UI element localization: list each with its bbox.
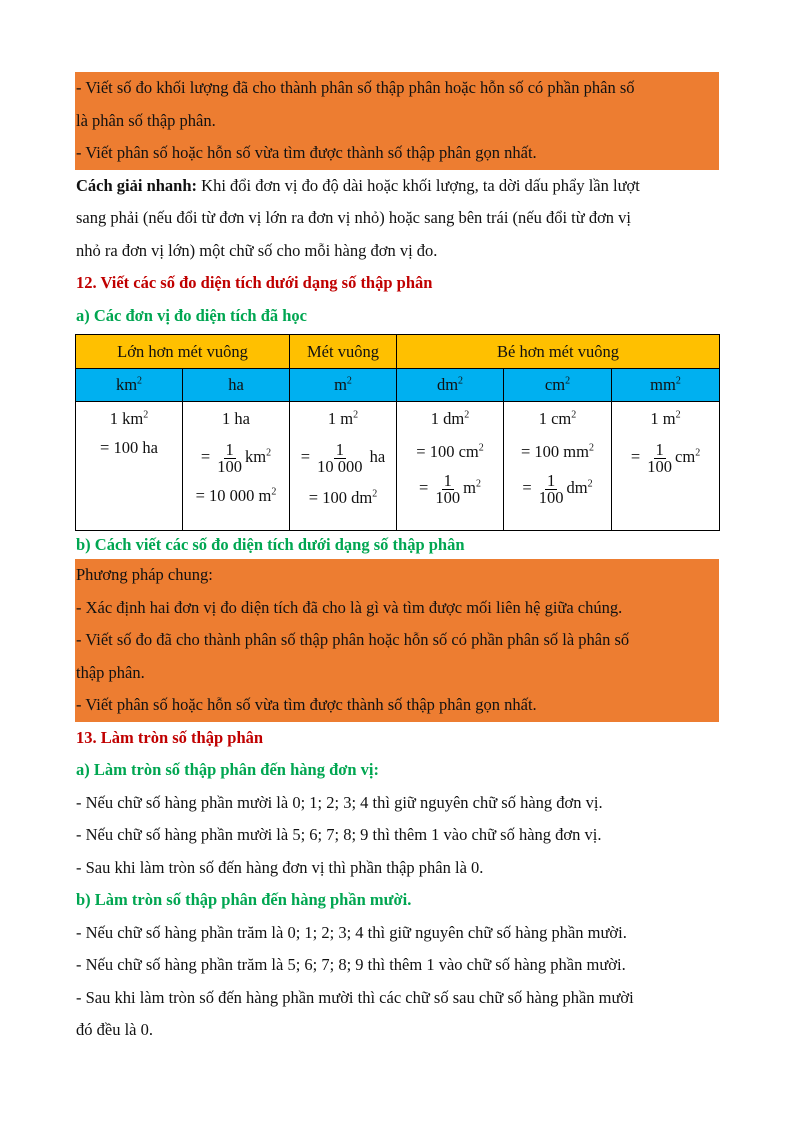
table-conversion-row: [76, 402, 720, 531]
unit-ha: ha: [183, 369, 290, 402]
rule-line: - Nếu chữ số hàng phần trăm là 0; 1; 2; 3; 4 thì giữ nguyên chữ số hàng phần mười.: [76, 922, 627, 942]
section-12-title: 12. Viết các số đo diện tích dưới dạng số thập phân: [76, 273, 433, 292]
conv-cm2: 1 $cm^2$ = 100 $mm^2$ = $\frac{1}{100}$ $dm^2$: [504, 402, 612, 531]
group-smaller: Bé hơn mét vuông: [397, 335, 720, 369]
conv-dm2: 1 $dm^2$ = 100 $cm^2$ = $\frac{1}{100}$ $m^2$: [397, 402, 504, 531]
quick-solution-label: Cách giải nhanh:: [76, 175, 198, 195]
method-line: là phân số thập phân.: [76, 110, 216, 130]
fraction: $\frac{1}{100}$: [538, 470, 564, 507]
rule-line: - Nếu chữ số hàng phần mười là 0; 1; 2; 3; 4 thì giữ nguyên chữ số hàng đơn vị.: [76, 792, 603, 812]
rule-line: đó đều là 0.: [76, 1020, 153, 1039]
rule-line: - Nếu chữ số hàng phần trăm là 5; 6; 7; 8; 9 thì thêm 1 vào chữ số hàng phần mười.: [76, 955, 626, 974]
method-line: thập phân.: [76, 662, 145, 682]
method-box-mass: [75, 72, 719, 170]
method-line: - Viết số đo đã cho thành phân số thập phân hoặc hỗn số có phần phân số là phân số: [76, 630, 630, 649]
method-line: - Viết phân số hoặc hỗn số vừa tìm được thành số thập phân gọn nhất.: [76, 695, 537, 714]
fraction: $\frac{1}{100}$: [647, 439, 673, 476]
area-units-table: [75, 334, 720, 531]
conv-km2: 1 $km^2$ = 100 ha: [76, 402, 183, 531]
fraction: $\frac{1}{100}$: [217, 439, 243, 476]
document-page: [75, 72, 719, 1047]
section-13-title: 13. Làm tròn số thập phân: [76, 727, 264, 747]
fraction: $\frac{1}{10 000}$: [317, 439, 363, 476]
conv-mm2: 1 $m^2$ = $\frac{1}{100}$ $cm^2$: [612, 402, 720, 531]
unit-km2: $km^2$: [76, 369, 183, 402]
quick-solution-line: nhỏ ra đơn vị lớn) một chữ số cho mỗi hàng đơn vị đo.: [76, 240, 438, 260]
rule-line: - Sau khi làm tròn số đến hàng đơn vị thì phần thập phân là 0.: [76, 857, 484, 877]
section-13a-title: a) Làm tròn số thập phân đến hàng đơn vị:: [76, 760, 380, 779]
method-line: - Viết số đo khối lượng đã cho thành phân số thập phân hoặc hỗn số có phần phân số: [76, 78, 635, 97]
group-meter: Mét vuông: [290, 335, 397, 369]
quick-solution-line: sang phải (nếu đổi từ đơn vị lớn ra đơn vị nhỏ) hoặc sang bên trái (nếu đổi từ đơn vị: [76, 208, 632, 227]
unit-mm2: $mm^2$: [612, 369, 720, 402]
table-group-row: [76, 335, 720, 369]
conv-ha: 1 ha = $\frac{1}{100}$ $km^2$ = 10 000 $m^2$: [183, 402, 290, 531]
section-12b-title: b) Cách viết các số đo diện tích dưới dạng số thập phân: [76, 535, 465, 554]
conv-m2: 1 $m^2$ = $\frac{1}{10 000}$ ha = 100 $dm^2$: [290, 402, 397, 531]
method-box-area: [75, 559, 719, 722]
method-line: Phương pháp chung:: [76, 565, 213, 584]
section-13b-title: b) Làm tròn số thập phân đến hàng phần mười.: [76, 890, 412, 909]
rule-line: - Sau khi làm tròn số đến hàng phần mười thì các chữ số sau chữ số hàng phần mười: [76, 987, 634, 1007]
rule-line: - Nếu chữ số hàng phần mười là 5; 6; 7; 8; 9 thì thêm 1 vào chữ số hàng đơn vị.: [76, 825, 602, 844]
method-line: - Xác định hai đơn vị đo diện tích đã cho là gì và tìm được mối liên hệ giữa chúng.: [76, 597, 623, 617]
quick-solution: [75, 170, 719, 203]
unit-m2: $m^2$: [290, 369, 397, 402]
method-line: - Viết phân số hoặc hỗn số vừa tìm được thành số thập phân gọn nhất.: [76, 143, 537, 162]
unit-dm2: $dm^2$: [397, 369, 504, 402]
quick-solution-text: Khi đổi đơn vị đo độ dài hoặc khối lượng, ta dời dấu phẩy lần lượt: [197, 175, 640, 195]
fraction: $\frac{1}{100}$: [435, 470, 461, 507]
table-unit-row: [76, 369, 720, 402]
group-larger: Lớn hơn mét vuông: [76, 335, 290, 369]
unit-cm2: $cm^2$: [504, 369, 612, 402]
section-12a-title: a) Các đơn vị đo diện tích đã học: [76, 305, 307, 325]
